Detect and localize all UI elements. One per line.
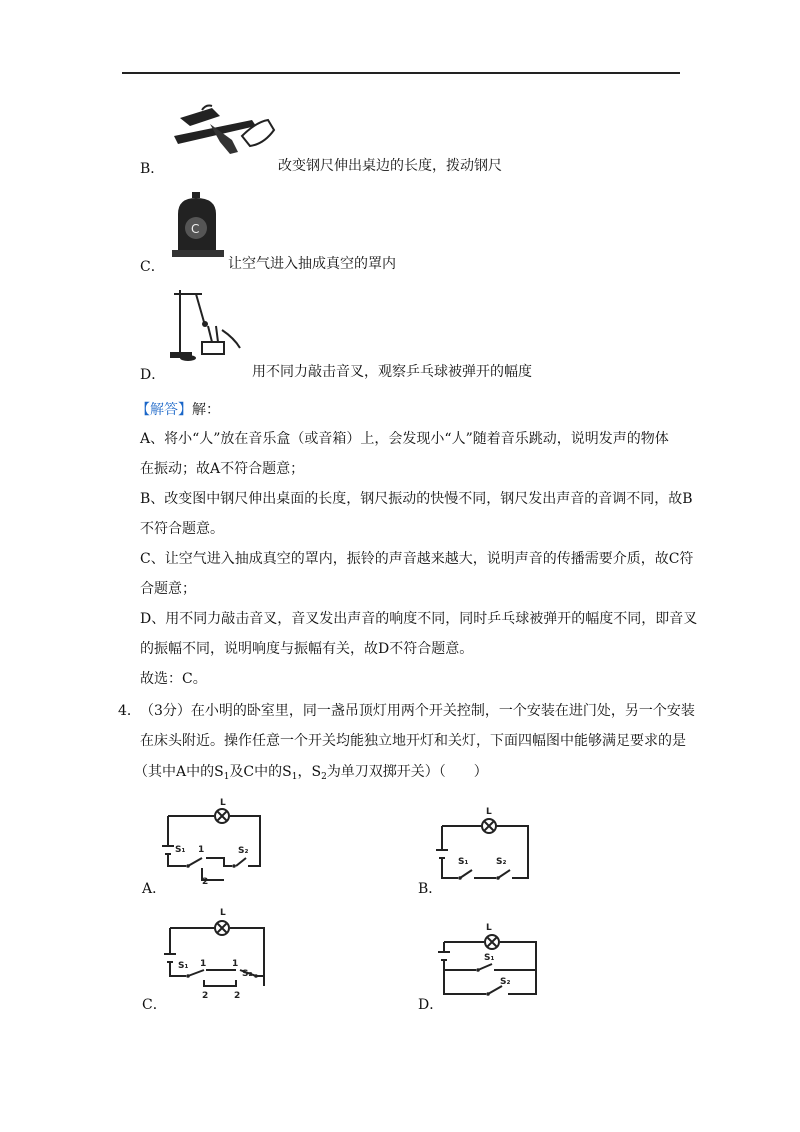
circuit-d-letter: D． <box>418 997 444 1013</box>
switch-label: S₂ <box>238 846 249 856</box>
q4-stem-line-3: （其中A中的$S_1$及C中的$S_1$，$S_2$为单刀双掷开关）（ ） <box>134 764 488 782</box>
option-d-text: 用不同力敲击音叉，观察乒乓球被弹开的幅度 <box>252 364 532 380</box>
circuit-b-letter: B． <box>418 881 443 897</box>
svg-text:L: L <box>486 923 492 933</box>
circuit-c-letter: C． <box>142 997 167 1013</box>
option-b-letter: B． <box>140 161 165 177</box>
solution-line: 故选：C。 <box>140 671 207 687</box>
svg-text:S₁: S₁ <box>178 961 189 971</box>
solution-line: C、让空气进入抽成真空的罩内，振铃的声音越来越大，说明声音的传播需要介质，故C符 <box>140 551 694 567</box>
solution-line: 不符合题意。 <box>140 521 224 537</box>
svg-text:S₂: S₂ <box>496 857 507 867</box>
svg-text:S₂: S₂ <box>242 969 253 979</box>
solution-heading <box>136 400 220 420</box>
tuning-fork-stand-image <box>168 286 248 364</box>
solution-line: A、将小“人”放在音乐盒（或音箱）上，会发现小“人”随着音乐跳动，说明发声的物体 <box>140 431 669 447</box>
solution-line: 合题意； <box>140 581 196 597</box>
solution-tag: 【解答】 <box>136 402 192 418</box>
option-c-text: 让空气进入抽成真空的罩内 <box>228 256 396 272</box>
q4-number: 4． <box>118 703 141 719</box>
lamp-label: L <box>220 798 226 808</box>
q4-stem-line: （3分）在小明的卧室里，同一盏吊顶灯用两个开关控制，一个安装在进门处，另一个安装 <box>140 703 695 719</box>
solution-lead: 解： <box>192 402 220 418</box>
circuit-d <box>436 920 540 1000</box>
solution-line: B、改变图中钢尺伸出桌面的长度，钢尺振动的快慢不同，钢尺发出声音的音调不同，故B <box>140 491 693 507</box>
solution-line: 的振幅不同，说明响度与振幅有关，故D不符合题意。 <box>140 641 474 657</box>
solution-line: 在振动；故A不符合题意； <box>140 461 305 477</box>
svg-text:S₂: S₂ <box>500 977 511 987</box>
svg-text:L: L <box>486 807 492 817</box>
ruler-hand-image <box>172 100 282 160</box>
circuit-b <box>436 806 532 882</box>
circuit-a-letter: A． <box>142 881 167 897</box>
option-b-text: 改变钢尺伸出桌边的长度，拨动钢尺 <box>278 158 502 174</box>
option-c-letter: C． <box>140 259 165 275</box>
bell-jar-image <box>170 192 226 260</box>
svg-text:1: 1 <box>200 959 207 969</box>
svg-text:2: 2 <box>202 877 209 887</box>
svg-text:1: 1 <box>198 845 205 855</box>
circuit-c <box>164 906 268 1000</box>
option-d-letter: D． <box>140 367 166 383</box>
svg-text:C: C <box>191 222 200 236</box>
q4-stem-line: 在床头附近。操作任意一个开关均能独立地开灯和关灯，下面四幅图中能够满足要求的是 <box>140 733 686 749</box>
header-rule <box>122 72 680 74</box>
svg-text:2: 2 <box>234 991 241 1001</box>
solution-line: D、用不同力敲击音叉，音叉发出声音的响度不同，同时乒乓球被弹开的幅度不同，即音叉 <box>140 611 698 627</box>
svg-text:S₁: S₁ <box>458 857 469 867</box>
svg-text:2: 2 <box>202 991 209 1001</box>
circuit-a <box>162 796 266 887</box>
svg-text:L: L <box>220 908 226 918</box>
switch-label: S₁ <box>175 845 186 855</box>
svg-text:S₁: S₁ <box>484 953 495 963</box>
svg-text:1: 1 <box>232 959 239 969</box>
